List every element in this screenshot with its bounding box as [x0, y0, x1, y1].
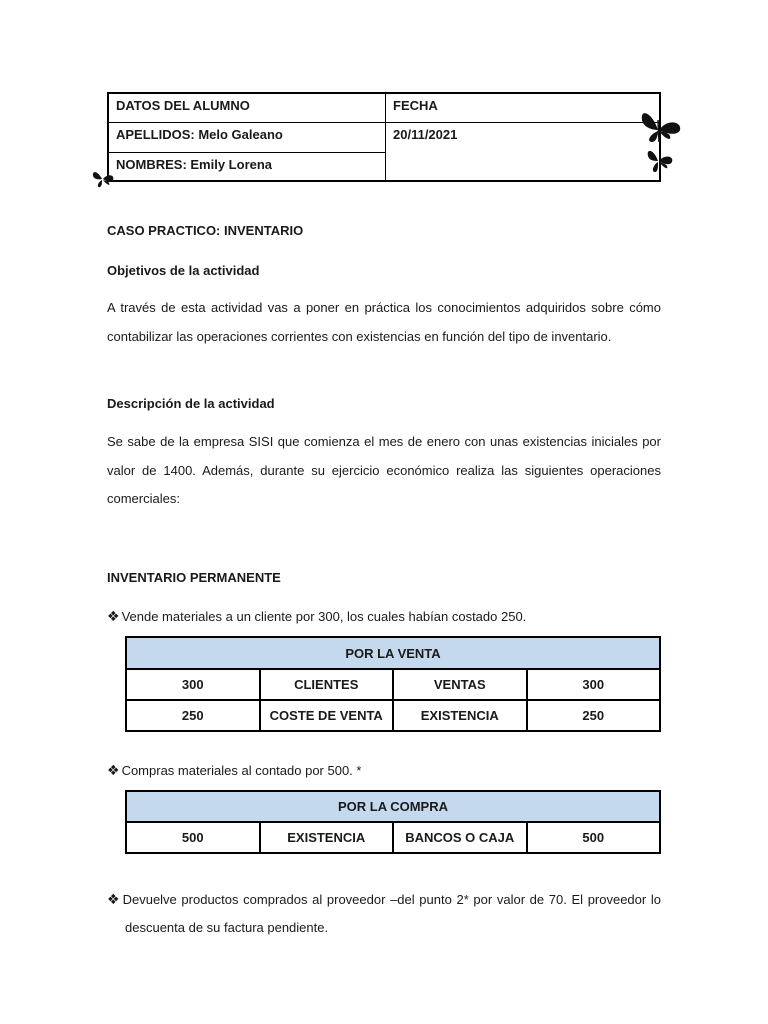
operation-3-text: Devuelve productos comprados al proveedor –del punto 2* por valor de 70. El proveedor lo descuenta de su factura pendiente.: [122, 892, 661, 935]
descripcion-heading: Descripción de la actividad: [107, 396, 275, 411]
table-cell: CLIENTES: [260, 669, 394, 700]
compra-table-title: POR LA COMPRA: [126, 791, 660, 822]
venta-table: [125, 636, 661, 732]
table-cell: EXISTENCIA: [260, 822, 394, 853]
student-data-table: [107, 92, 661, 182]
table-cell: 300: [126, 669, 260, 700]
operation-1-text: Vende materiales a un cliente por 300, los cuales habían costado 250.: [121, 609, 527, 624]
caso-practico-title: CASO PRACTICO: INVENTARIO: [107, 223, 304, 238]
table-cell: 500: [126, 822, 260, 853]
table-row: [126, 669, 660, 700]
table-cell: BANCOS O CAJA: [393, 822, 527, 853]
table-row: [126, 700, 660, 731]
diamond-bullet-icon: ❖: [107, 608, 120, 624]
fecha-label: FECHA: [393, 98, 438, 113]
venta-table-title: POR LA VENTA: [126, 637, 660, 669]
table-cell: EXISTENCIA: [393, 700, 527, 731]
compra-table: [125, 790, 661, 854]
diamond-bullet-icon: ❖: [107, 762, 120, 778]
table-cell: 250: [527, 700, 661, 731]
operation-item-2: [107, 762, 661, 779]
datos-alumno-label: DATOS DEL ALUMNO: [116, 98, 250, 113]
operation-item-1: [107, 608, 661, 625]
butterfly-icon: [90, 168, 116, 190]
fecha-value: 20/11/2021: [393, 127, 458, 142]
butterfly-icon: [634, 108, 684, 148]
table-cell: VENTAS: [393, 669, 527, 700]
descripcion-paragraph: Se sabe de la empresa SISI que comienza el mes de enero con unas existencias iniciales por valor de 1400. Además, durante su ejercicio económico realiza las siguientes operaciones comerciales:: [107, 434, 661, 506]
table-cell: COSTE DE VENTA: [260, 700, 394, 731]
inventario-heading: INVENTARIO PERMANENTE: [107, 570, 281, 585]
table-row: [126, 822, 660, 853]
objetivos-heading: Objetivos de la actividad: [107, 263, 260, 278]
nombres-field: NOMBRES: Emily Lorena: [116, 157, 273, 172]
butterfly-icon: [642, 146, 676, 176]
table-cell: 300: [527, 669, 661, 700]
diamond-bullet-icon: ❖: [107, 891, 121, 907]
table-cell: 250: [126, 700, 260, 731]
objetivos-paragraph: A través de esta actividad vas a poner en práctica los conocimientos adquiridos sobre cómo contabilizar las operaciones corrientes con existencias en función del tipo de inventario.: [107, 300, 661, 344]
operation-2-text: Compras materiales al contado por 500. *: [121, 763, 362, 778]
table-cell: 500: [527, 822, 661, 853]
operation-item-3: [107, 885, 661, 942]
apellidos-field: APELLIDOS: Melo Galeano: [116, 127, 283, 142]
